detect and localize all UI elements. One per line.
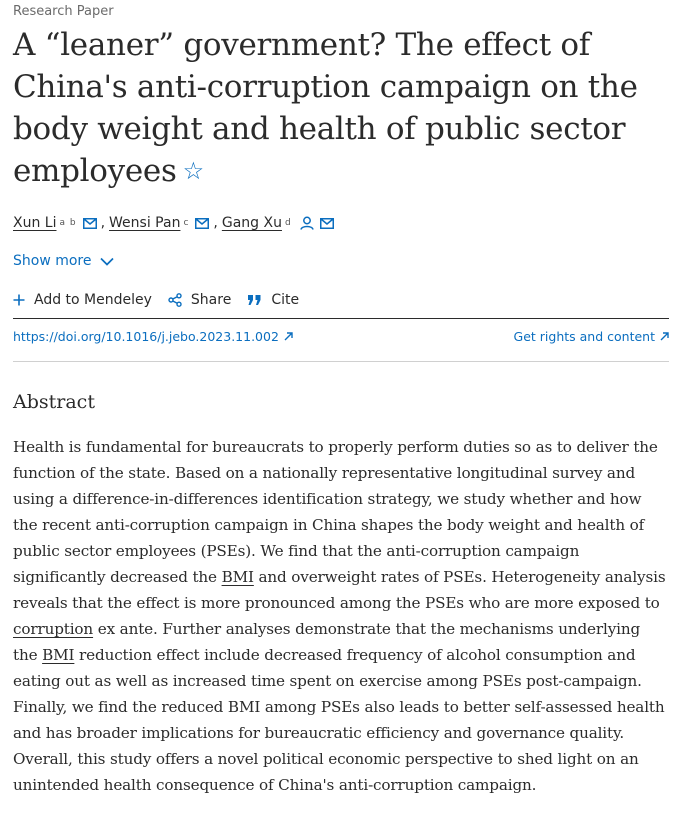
- share-button[interactable]: [168, 292, 231, 308]
- author-affiliation[interactable]: d: [284, 218, 292, 228]
- star-icon[interactable]: ☆: [182, 157, 204, 185]
- quote-icon: [247, 294, 262, 306]
- article-links: [13, 329, 669, 344]
- doi-link[interactable]: [13, 329, 293, 344]
- author-separator: ,: [213, 215, 218, 231]
- cite-label: Cite: [271, 292, 300, 308]
- author-1: [13, 215, 97, 231]
- abstract-text: ex ante. Further analyses demonstrate that the mechanisms underlying the: [13, 620, 641, 664]
- article-title: [13, 24, 669, 192]
- email-icon[interactable]: [83, 218, 97, 229]
- cite-button[interactable]: [247, 292, 299, 308]
- divider: [13, 361, 669, 362]
- external-link-icon: [284, 332, 293, 341]
- author-affiliation[interactable]: c: [183, 218, 190, 228]
- article-actions: [13, 290, 669, 310]
- term-link-bmi[interactable]: BMI: [221, 568, 254, 586]
- abstract-text: Health is fundamental for bureaucrats to properly perform duties so as to deliver the function of the state. Based on a nationally representative longitudinal survey and using a difference-in-differences identification strategy, we study whether and how the recent anti-corruption campaign in China shapes the body weight and health of public sector employees (PSEs). We find that the anti-corruption campaign significantly decreased the: [13, 438, 658, 586]
- doi-link-text: https://doi.org/10.1016/j.jebo.2023.11.002: [13, 329, 279, 344]
- term-link-bmi[interactable]: BMI: [42, 646, 75, 664]
- get-rights-text: Get rights and content: [513, 329, 655, 344]
- author-list: [13, 212, 669, 234]
- author-name-link[interactable]: Gang Xu: [221, 215, 282, 231]
- add-to-mendeley-button[interactable]: [13, 292, 152, 308]
- plus-icon: [13, 294, 25, 306]
- email-icon[interactable]: [320, 218, 334, 229]
- abstract-text: reduction effect include decreased frequency of alcohol consumption and eating out as well as increased time spent on exercise among PSEs post-campaign. Finally, we find the reduced BMI among PSEs also leads to better self-assessed health and has broader implications for bureaucratic efficiency and governance quality. Overall, this study offers a novel political economic perspective to shed light on an unintended health consequence of China's anti-corruption campaign.: [13, 646, 665, 794]
- article-header: [13, 0, 669, 798]
- share-label: Share: [190, 292, 232, 308]
- author-name-link[interactable]: Wensi Pan: [109, 215, 181, 231]
- article-type-label: Research Paper: [13, 4, 114, 19]
- external-link-icon: [660, 332, 669, 341]
- show-more-label: Show more: [13, 253, 92, 269]
- author-affiliation[interactable]: a b: [59, 218, 77, 228]
- person-icon[interactable]: [300, 216, 314, 230]
- divider: [13, 318, 669, 319]
- author-name-link[interactable]: Xun Li: [13, 215, 57, 231]
- article-title-text: A “leaner” government? The effect of China's anti-corruption campaign on the body weight and health of public sector employees: [13, 27, 638, 189]
- author-3: [222, 215, 334, 231]
- abstract-text: and overweight rates of PSEs. Heterogeneity analysis reveals that the effect is more pronounced among the PSEs who are more exposed to: [13, 568, 666, 612]
- abstract-heading: Abstract: [13, 391, 95, 413]
- chevron-down-icon: [100, 257, 114, 266]
- author-separator: ,: [100, 215, 106, 231]
- term-link-corruption[interactable]: corruption: [13, 620, 94, 638]
- show-more-button[interactable]: [13, 253, 114, 269]
- abstract-paragraph: [13, 434, 669, 798]
- add-to-mendeley-label: Add to Mendeley: [34, 292, 152, 308]
- email-icon[interactable]: [195, 218, 209, 229]
- get-rights-link[interactable]: [514, 329, 669, 344]
- author-2: [109, 215, 209, 231]
- share-icon: [168, 293, 182, 307]
